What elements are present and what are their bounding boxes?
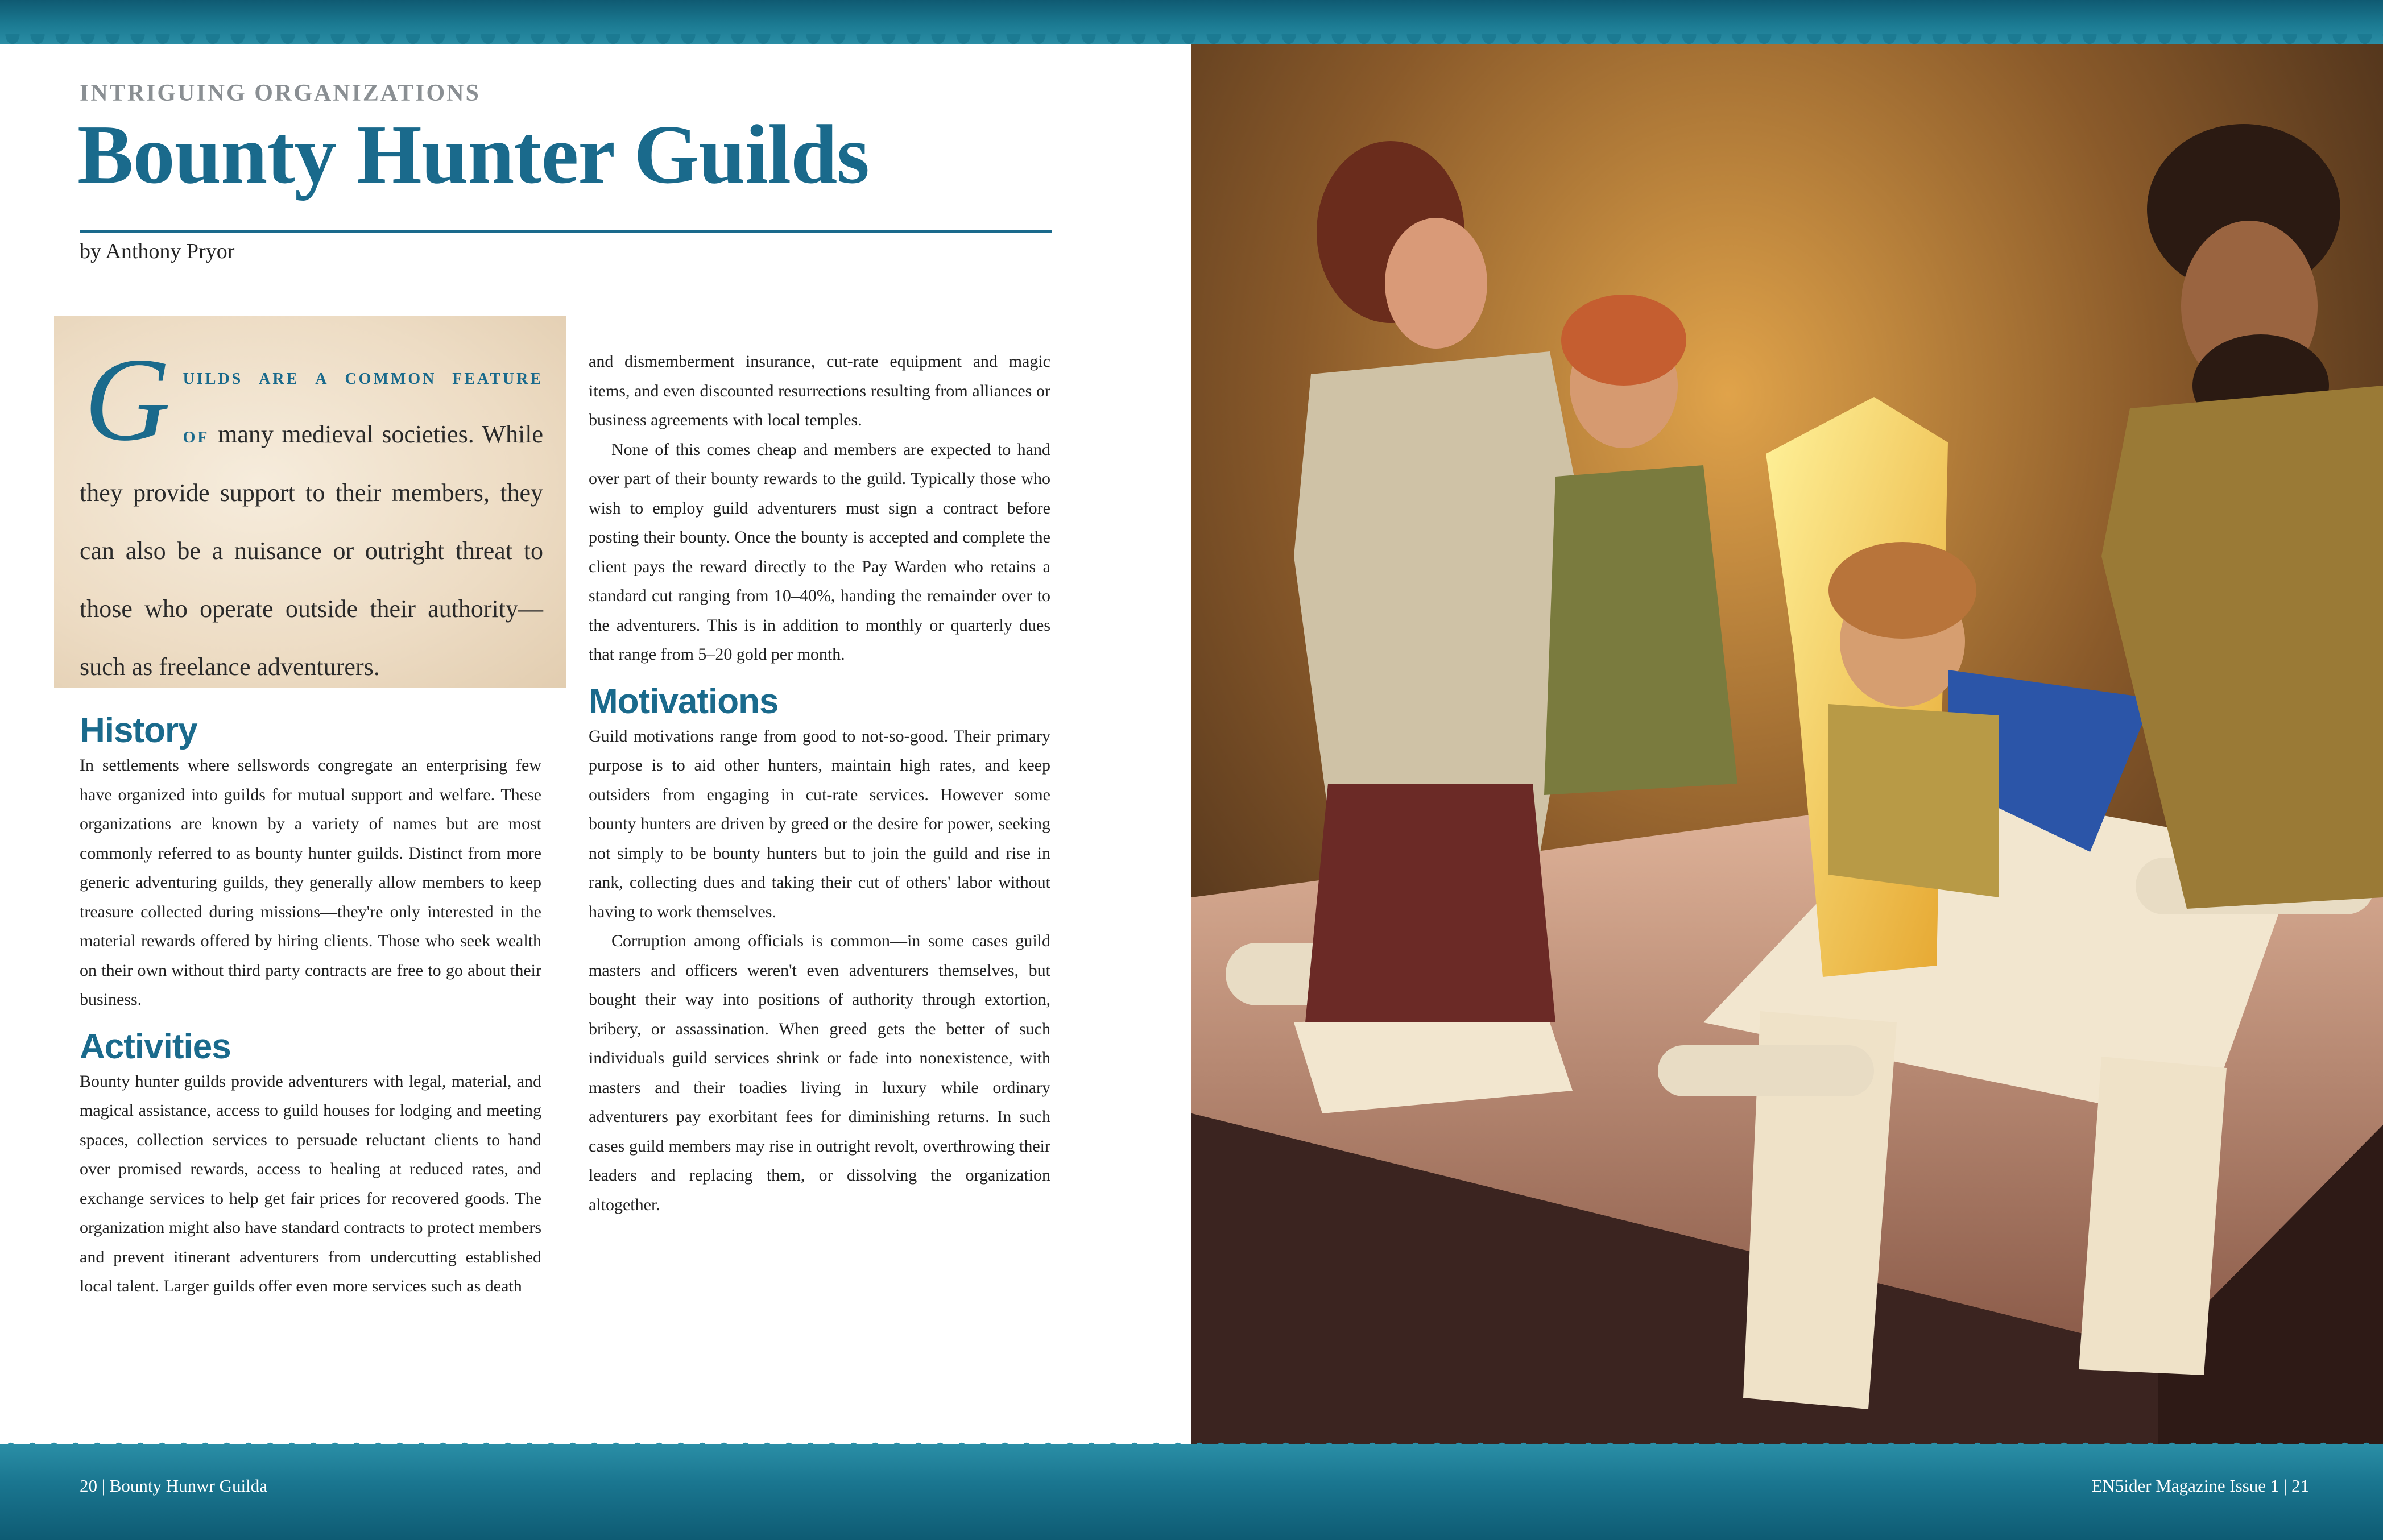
section-kicker: INTRIGUING ORGANIZATIONS: [80, 80, 481, 106]
page-title: Bounty Hunter Guilds: [77, 108, 869, 201]
illustration: [1192, 44, 2383, 1444]
intro-text: [80, 334, 543, 696]
drop-cap: G: [84, 334, 171, 466]
left-page: [0, 0, 1192, 1444]
heading-motivations: Motivations: [589, 681, 779, 721]
footer-right-folio: EN5ider Magazine Issue 1 | 21: [2091, 1476, 2309, 1496]
intro-body: many medieval societies. While they provide support to their members, they can also be a nuisance or outright threat to those who operate outside their authority—such as freelance adventurers.: [80, 420, 543, 681]
heading-activities: Activities: [80, 1026, 231, 1066]
intro-smallcaps: uilds are a common feature of: [183, 363, 543, 448]
col2-continuation: and dismemberment insurance, cut-rate equipment and magic items, and even discounted resurrections resulting from alliances or business agreements with local temples.: [589, 352, 1050, 429]
byline: by Anthony Pryor: [80, 239, 235, 263]
activities-body: Bounty hunter guilds provide adventurers with legal, material, and magical assistance, access to guild houses for lodging and meeting spaces, collection services to persuade reluctant clients to hand over promised rewards, access to healing at reduced rates, and exchange services to help get fair prices for recovered goods. The organization might also have standard contracts to protect members and prevent itinerant adventurers from undercutting established local talent. Larger guilds offer even more services such as death: [80, 1071, 541, 1295]
intro-sidebar: [54, 316, 566, 688]
motivations-body-1: Guild motivations range from good to not-so-good. Their primary purpose is to aid other hunters, maintain high rates, and keep outsiders from engaging in cut-rate services. However some bounty hunters are driven by greed or the desire for power, seeking not simply to be bounty hunters but to join the guild and rise in rank, collecting dues and taking their cut of others' labor without having to work themselves.: [589, 726, 1050, 921]
history-body: In settlements where sellswords congregate an enterprising few have organized into guilds for mutual support and welfare. These organizations are known by a variety of names but are most commonly referred to as bounty hunter guilds. Distinct from more generic adventuring guilds, they generally allow members to keep treasure collected during missions—they're only interested in the material rewards offered by hiring clients. Those who seek wealth on their own without third party contracts are free to go about their business.: [80, 756, 541, 1009]
illustration-artwork: [1192, 44, 2383, 1444]
motivations-body-2: Corruption among officials is common—in some cases guild masters and officers weren't even adventurers themselves, but bought their way into positions of authority through extortion, bribery, or assassination. When greed gets the better of such individuals guild services shrink or fade into nonexistence, with masters and their toadies living in luxury while ordinary adventurers pay exorbitant fees for diminishing returns. In such cases guild members may rise in outright revolt, overthrowing their leaders and replacing them, or dissolving the organization altogether.: [589, 932, 1050, 1214]
column-2: [589, 347, 1050, 1219]
col2-dues-paragraph: None of this comes cheap and members are expected to hand over part of their bounty rewards to the guild. Typically those who wish to employ guild adventurers must sign a contract before posting their bounty. Once the bounty is accepted and complete the client pays the reward directly to the Pay Warden who retains a standard cut ranging from 10–40%, handing the remainder over to the adventurers. This is in addition to monthly or quarterly dues that range from 5–20 gold per month.: [589, 440, 1050, 664]
title-divider: [80, 230, 1052, 233]
column-1: [80, 711, 541, 1301]
heading-history: History: [80, 711, 197, 750]
footer-left-folio: 20 | Bounty Hunwr Guilda: [80, 1476, 267, 1496]
bottom-border-bar: [0, 1444, 2383, 1540]
